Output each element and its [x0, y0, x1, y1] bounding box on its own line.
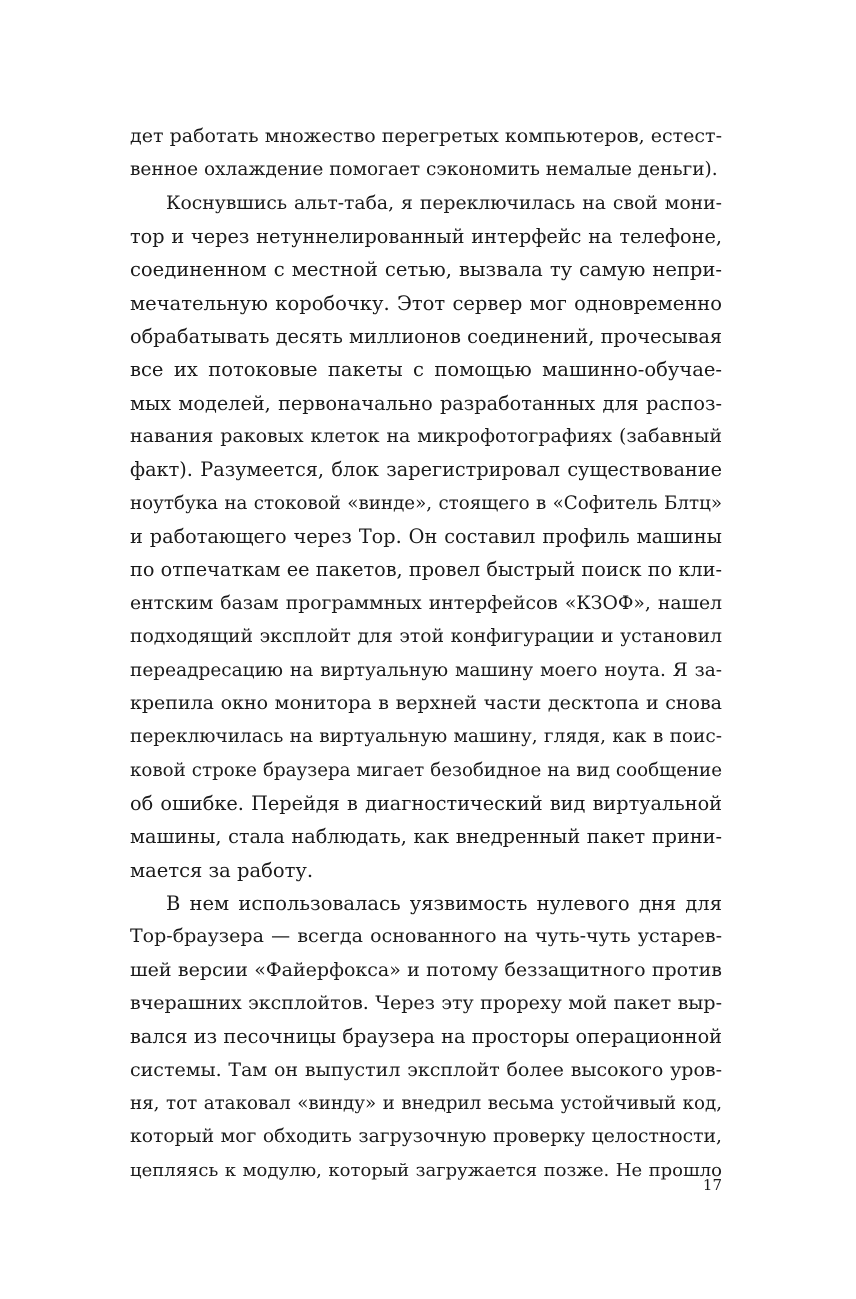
page-number: 17 — [702, 1176, 722, 1194]
text-line: тор и через нетуннелированный интерфейс на телефоне, — [130, 225, 722, 249]
text-line: все их потоковые пакеты с помощью машинно-обучае- — [130, 358, 722, 382]
text-line: факт). Разумеется, блок зарегистрировал существование — [130, 458, 722, 482]
text-line: системы. Там он выпустил эксплойт более высокого уров- — [130, 1058, 722, 1081]
text-line: Коснувшись альт-таба, я переключилась на свой мони- — [166, 192, 722, 214]
text-line: дет работать множество перегретых компьютеров, естест- — [130, 125, 722, 147]
text-line: по отпечаткам ее пакетов, провел быстрый поиск по кли- — [130, 558, 722, 582]
text-line: и работающего через Тор. Он составил профиль машины — [130, 525, 722, 549]
text-line: навания раковых клеток на микрофотографиях (забавный — [130, 425, 722, 448]
text-line: мается за работу. — [130, 858, 314, 882]
text-line: обрабатывать десять миллионов соединений, прочесывая — [130, 325, 722, 349]
text-line: Тор-браузера — всегда основанного на чуть-чуть устарев- — [130, 925, 722, 948]
text-line: соединенном с местной сетью, вызвала ту самую непри- — [130, 258, 722, 282]
text-line: вчерашних эксплойтов. Через эту прореху мой пакет выр- — [130, 991, 722, 1014]
text-line: В нем использовалась уязвимость нулевого дня для — [166, 891, 722, 915]
text-line: мечательную коробочку. Этот сервер мог одновременно — [130, 291, 722, 315]
text-line: ковой строке браузера мигает безобидное на вид сообщение — [130, 759, 722, 781]
text-line: цепляясь к модулю, который загружается позже. Не прошло — [130, 1159, 722, 1181]
text-line: подходящий эксплойт для этой конфигурации и установил — [130, 626, 722, 648]
body-text — [130, 120, 722, 1187]
text-line: об ошибке. Перейдя в диагностический вид виртуальной — [130, 791, 722, 815]
text-line: ноутбука на стоковой «винде», стоящего в «Софитель Блтц» — [130, 492, 722, 514]
text-line: переадресацию на виртуальную машину моего ноута. Я за- — [130, 659, 722, 681]
text-line: шей версии «Файерфокса» и потому беззащитного против — [130, 958, 722, 981]
text-line: ентским базам программных интерфейсов «КЗОФ», нашел — [130, 592, 722, 614]
text-line: мых моделей, первоначально разработанных для распоз- — [130, 391, 722, 415]
text-line: ня, тот атаковал «винду» и внедрил весьма устойчивый код, — [130, 1092, 722, 1114]
text-line: машины, стала наблюдать, как внедренный пакет прини- — [130, 825, 722, 849]
text-line: венное охлаждение помогает сэкономить немалые деньги). — [130, 159, 718, 181]
text-line: переключилась на виртуальную машину, глядя, как в поис- — [130, 726, 722, 748]
text-line: крепила окно монитора в верхней части десктопа и снова — [130, 691, 722, 714]
text-line: вался из песочницы браузера на просторы операционной — [130, 1025, 722, 1049]
text-line: который мог обходить загрузочную проверку целостности, — [130, 1126, 722, 1148]
